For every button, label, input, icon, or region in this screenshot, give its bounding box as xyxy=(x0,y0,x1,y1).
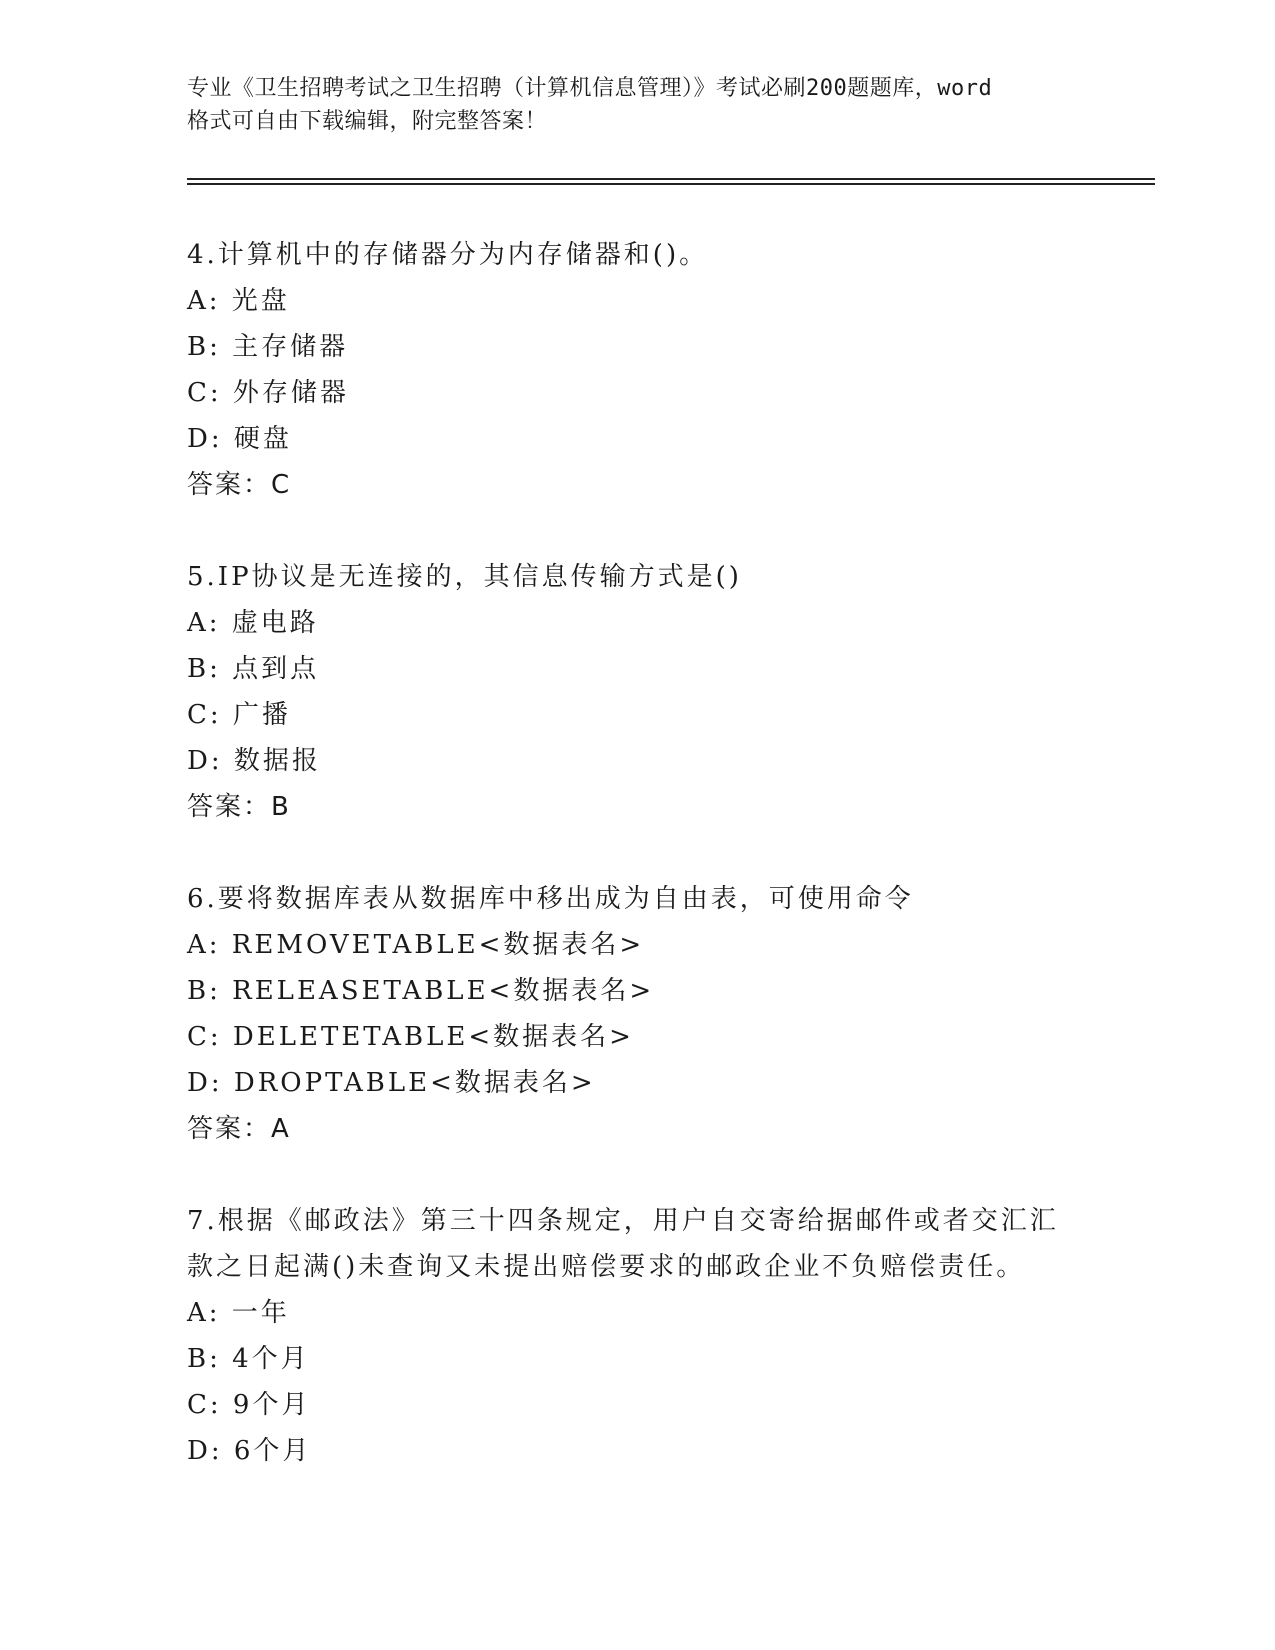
question-6 xyxy=(187,876,1107,1152)
option-c: C: DELETETABLE<数据表名> xyxy=(187,1022,634,1052)
option-d: D: 数据报 xyxy=(187,746,321,776)
question-4 xyxy=(187,232,1107,508)
option-a: A: 光盘 xyxy=(187,286,290,316)
option-b: B: RELEASETABLE<数据表名> xyxy=(187,976,655,1006)
header-divider-bottom xyxy=(187,183,1155,185)
question-7 xyxy=(187,1198,1107,1474)
header-line-2: 格式可自由下载编辑，附完整答案！ xyxy=(187,109,548,134)
question-stem: 4.计算机中的存储器分为内存储器和()。 xyxy=(187,240,709,270)
option-c: C: 外存储器 xyxy=(187,378,349,408)
question-stem: 6.要将数据库表从数据库中移出成为自由表，可使用命令 xyxy=(187,884,914,914)
question-stem-line-2: 款之日起满()未查询又未提出赔偿要求的邮政企业不负赔偿责任。 xyxy=(187,1252,1026,1282)
question-list xyxy=(187,232,1107,1520)
document-header xyxy=(187,72,1087,138)
option-a: A: REMOVETABLE<数据表名> xyxy=(187,930,645,960)
option-b: B: 主存储器 xyxy=(187,332,349,362)
option-c: C: 广播 xyxy=(187,700,291,730)
option-d: D: 硬盘 xyxy=(187,424,292,454)
question-stem-line-1: 7.根据《邮政法》第三十四条规定，用户自交寄给据邮件或者交汇汇 xyxy=(187,1206,1059,1236)
question-stem: 5.IP协议是无连接的，其信息传输方式是() xyxy=(187,562,742,592)
option-a: A: 一年 xyxy=(187,1298,290,1328)
answer: 答案：A xyxy=(187,1114,291,1144)
option-b: B: 4个月 xyxy=(187,1344,310,1374)
answer: 答案：B xyxy=(187,792,291,822)
question-5 xyxy=(187,554,1107,830)
answer: 答案：C xyxy=(187,470,292,500)
option-d: D: 6个月 xyxy=(187,1436,312,1466)
option-b: B: 点到点 xyxy=(187,654,320,684)
option-c: C: 9个月 xyxy=(187,1390,311,1420)
header-divider-top xyxy=(187,178,1155,180)
option-a: A: 虚电路 xyxy=(187,608,319,638)
option-d: D: DROPTABLE<数据表名> xyxy=(187,1068,596,1098)
header-line-1: 专业《卫生招聘考试之卫生招聘（计算机信息管理）》考试必刷200题题库，word xyxy=(187,76,993,101)
